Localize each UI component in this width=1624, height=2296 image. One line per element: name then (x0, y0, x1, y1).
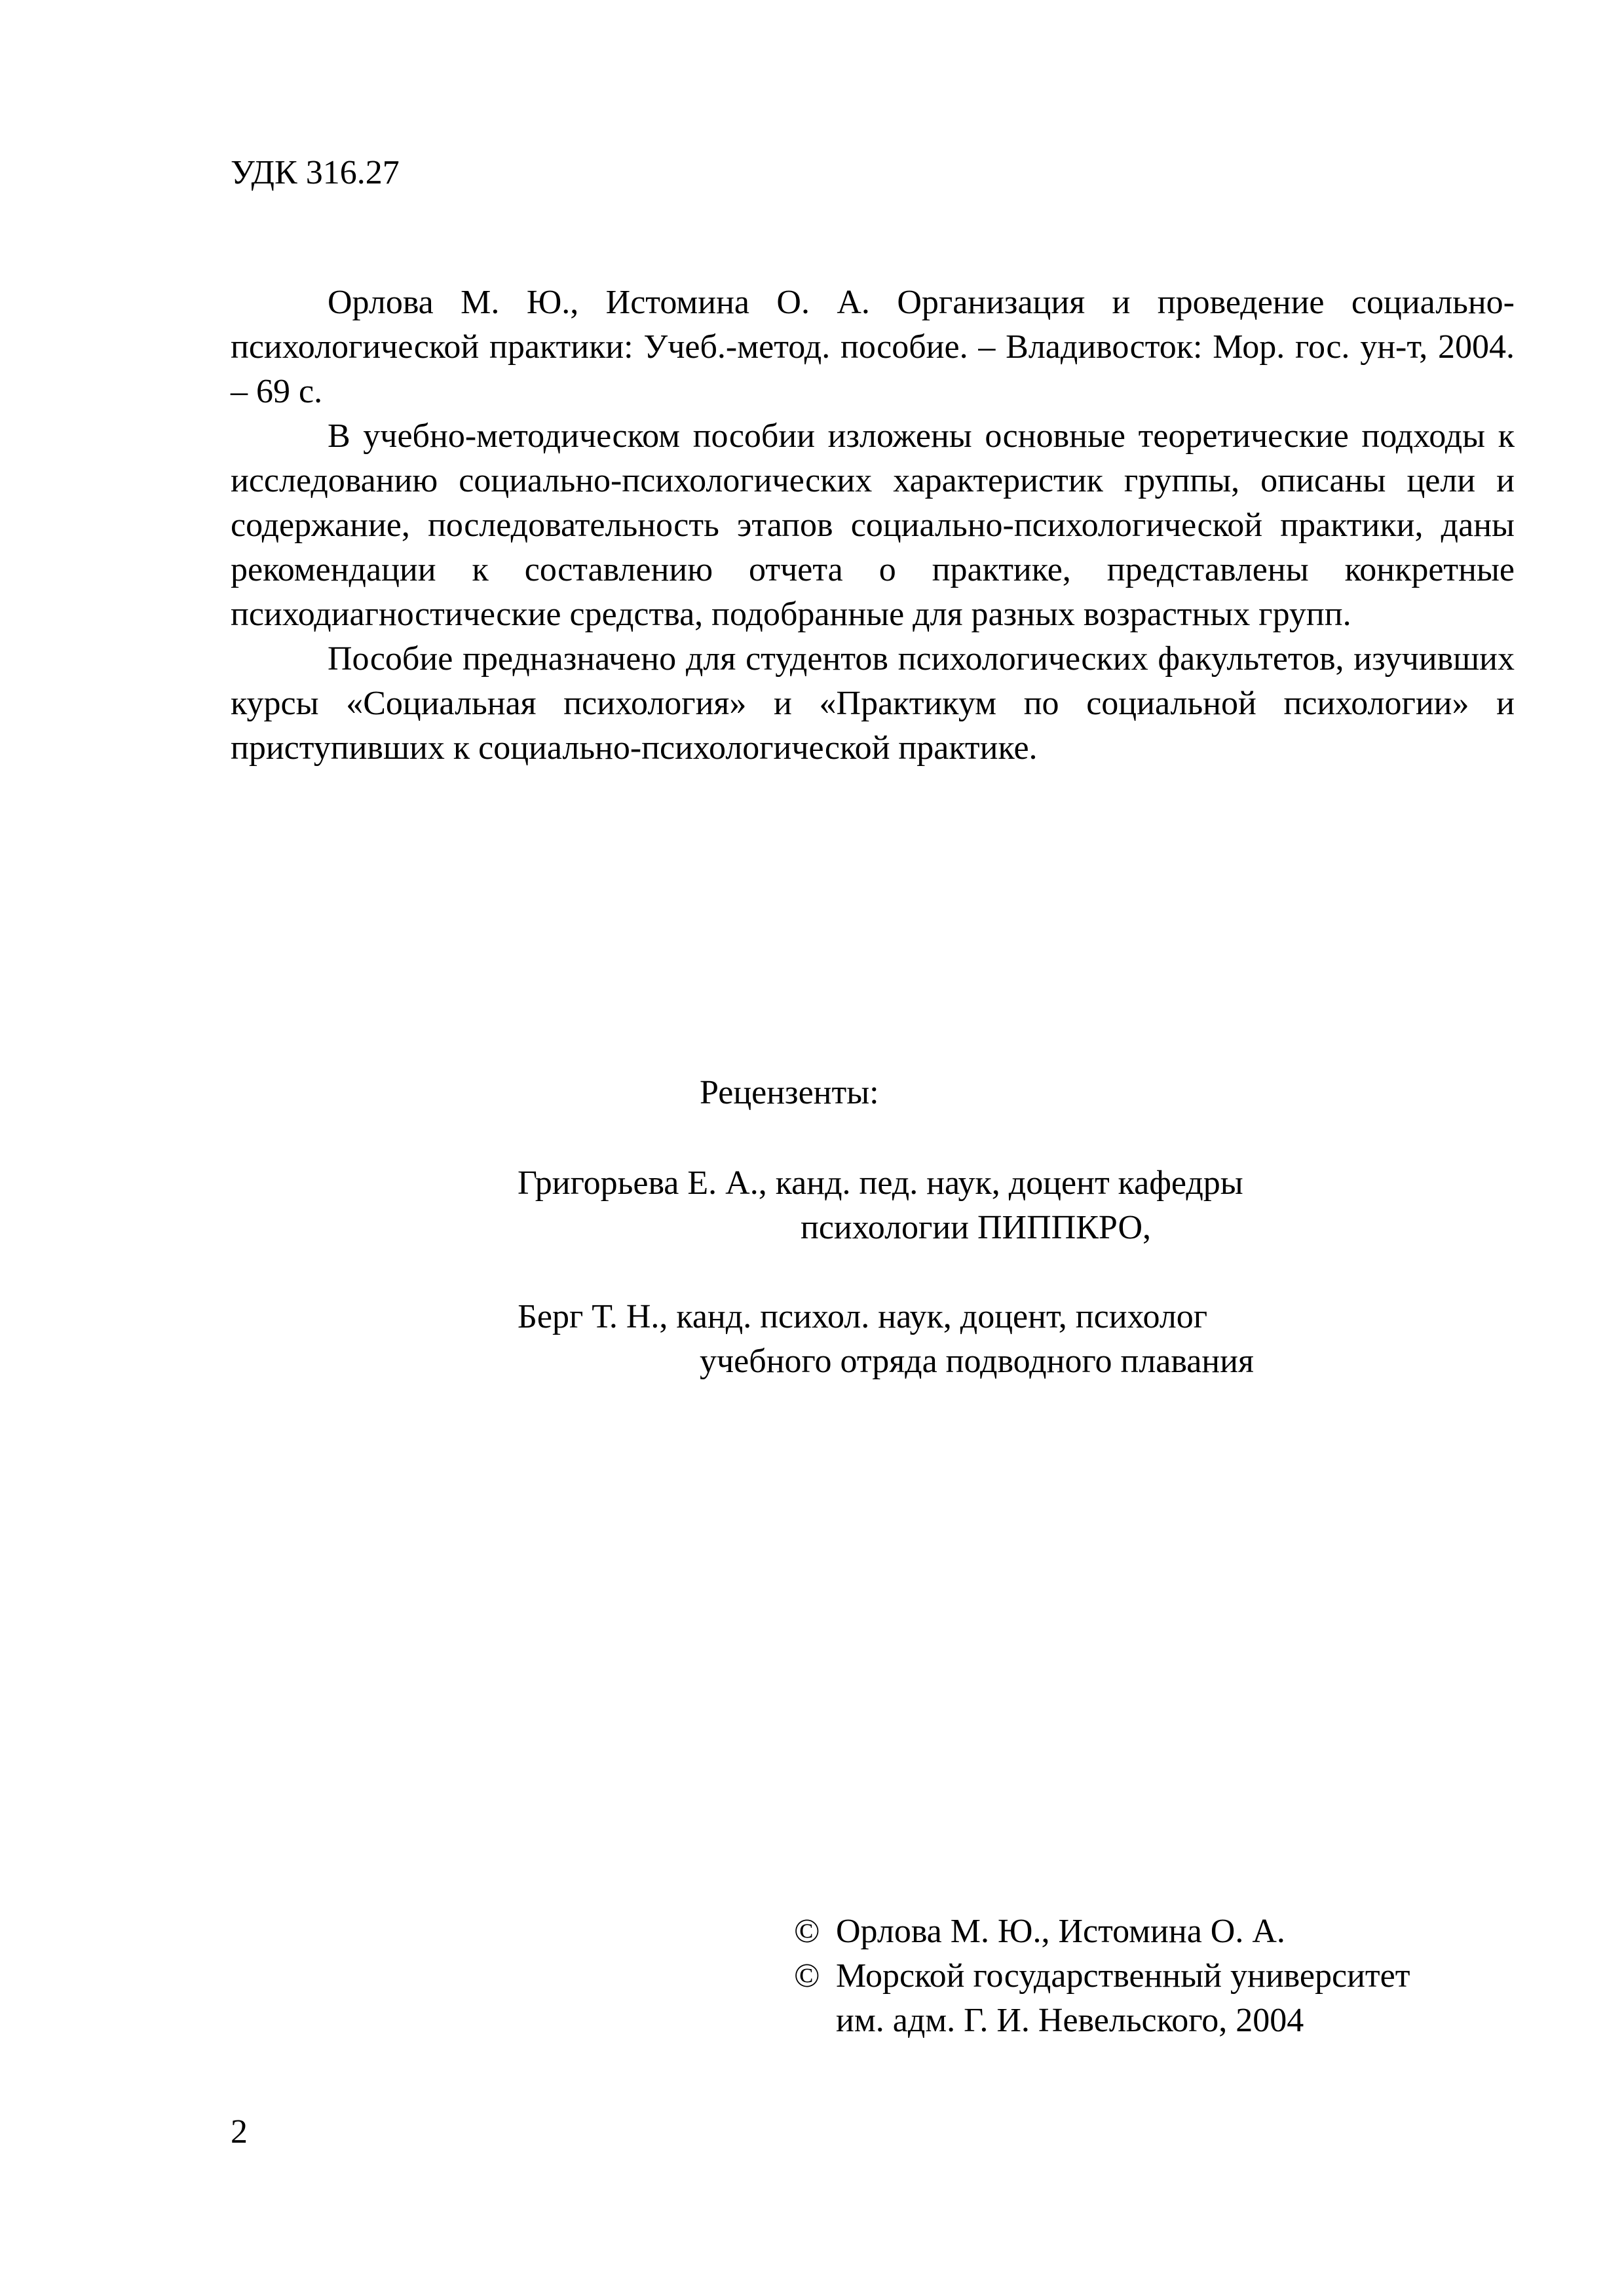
copyright-icon: © (794, 1913, 820, 1950)
copyright-authors: Орлова М. Ю., Истомина О. А. (836, 1913, 1285, 1950)
copyright-block (794, 1909, 1410, 2043)
reviewer-name-line: Берг Т. Н., канд. психол. наук, доцент, психолог (518, 1298, 1208, 1335)
reviewer-entry (518, 1161, 1243, 1250)
abstract-block (231, 280, 1515, 771)
reviewer-affiliation-line: психологии ПИППКРО, (801, 1209, 1152, 1246)
bibliographic-citation: Орлова М. Ю., Истомина О. А. Организация и проведение социально-психологической практики: Учеб.-метод. пособие. – Владивосток: Мор. гос. ун-т, 2004. – 69 с. (231, 284, 1515, 410)
copyright-institution-continuation: им. адм. Г. И. Невельского, 2004 (836, 2002, 1304, 2039)
reviewers-heading: Рецензенты: (700, 1074, 879, 1111)
reviewer-affiliation-line: учебного отряда подводного плавания (700, 1343, 1254, 1380)
copyright-authors-line (794, 1909, 1410, 1954)
target-audience: Пособие предназначено для студентов психологических факультетов, изучивших курсы «Социальная психология» и «Практикум по социальной психологии» и приступивших к социально-психологической практике. (231, 640, 1515, 767)
abstract-summary: В учебно-методическом пособии изложены основные теоретические подходы к исследованию социально-психологических характеристик группы, описаны цели и содержание, последовательность этапов социально-психологической практики, даны рекомендации к составлению отчета о практике, представлены конкретные психодиагностические средства, подобранные для разных возрастных групп. (231, 417, 1515, 633)
reviewer-name-line: Григорьева Е. А., канд. пед. наук, доцент кафедры (518, 1164, 1243, 1202)
reviewer-entry (518, 1295, 1254, 1384)
page-number: 2 (231, 2113, 248, 2151)
copyright-institution-line (794, 1954, 1410, 1999)
copyright-icon: © (794, 1957, 820, 1995)
copyright-institution: Морской государственный университет (836, 1957, 1410, 1995)
udk-code: УДК 316.27 (231, 154, 400, 191)
